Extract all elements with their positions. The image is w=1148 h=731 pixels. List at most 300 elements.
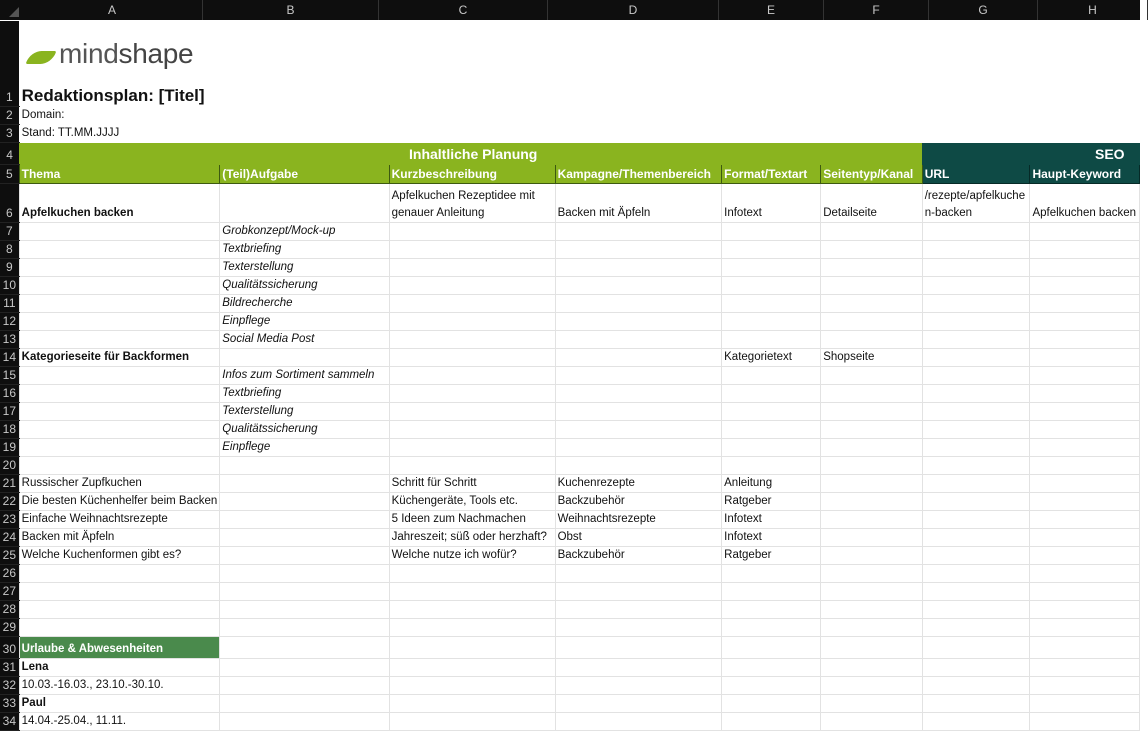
row-number[interactable]: 1: [0, 21, 19, 107]
cell-a2[interactable]: Domain:: [21, 109, 65, 121]
cell-g4[interactable]: [922, 143, 1030, 165]
cell-h34[interactable]: [1030, 713, 1140, 731]
row-number[interactable]: 32: [0, 677, 19, 695]
row-number[interactable]: 24: [0, 529, 19, 547]
cell-f7[interactable]: [821, 223, 923, 241]
cell-c12[interactable]: [389, 313, 555, 331]
cell-a6[interactable]: Apfelkuchen backen: [19, 184, 220, 223]
cell-g33[interactable]: [922, 695, 1030, 713]
row-number[interactable]: 17: [0, 403, 19, 421]
cell-g14[interactable]: [922, 349, 1030, 367]
cell-d7[interactable]: [555, 223, 722, 241]
cell-e25[interactable]: Ratgeber: [722, 547, 821, 565]
cell-f23[interactable]: [821, 511, 923, 529]
cell-a9[interactable]: [19, 259, 220, 277]
cell-a27[interactable]: [19, 583, 220, 601]
cell-a19[interactable]: [19, 439, 220, 457]
cell-h14[interactable]: [1030, 349, 1140, 367]
cell-g11[interactable]: [922, 295, 1030, 313]
row-number[interactable]: 27: [0, 583, 19, 601]
cell-f26[interactable]: [821, 565, 923, 583]
cell-h9[interactable]: [1030, 259, 1140, 277]
cell-a25[interactable]: Welche Kuchenformen gibt es?: [19, 547, 220, 565]
cell-f33[interactable]: [821, 695, 923, 713]
cell-f31[interactable]: [821, 659, 923, 677]
cell-a21[interactable]: Russischer Zupfkuchen: [19, 475, 220, 493]
cell-a31[interactable]: Lena: [19, 659, 220, 677]
cell-a18[interactable]: [19, 421, 220, 439]
cell-e15[interactable]: [722, 367, 821, 385]
cell-e4[interactable]: [722, 143, 821, 165]
cell-f34[interactable]: [821, 713, 923, 731]
cell-b24[interactable]: [220, 529, 389, 547]
cell-b17[interactable]: Texterstellung: [220, 403, 389, 421]
cell-b20[interactable]: [220, 457, 389, 475]
cell-e27[interactable]: [722, 583, 821, 601]
cell-f24[interactable]: [821, 529, 923, 547]
cell-f22[interactable]: [821, 493, 923, 511]
cell-c27[interactable]: [389, 583, 555, 601]
cell-h2[interactable]: [1030, 107, 1140, 125]
cell-f20[interactable]: [821, 457, 923, 475]
cell-f11[interactable]: [821, 295, 923, 313]
cell-c16[interactable]: [389, 385, 555, 403]
cell-c7[interactable]: [389, 223, 555, 241]
cell-e17[interactable]: [722, 403, 821, 421]
cell-f1[interactable]: [821, 21, 923, 107]
cell-f6[interactable]: Detailseite: [821, 184, 923, 223]
cell-e20[interactable]: [722, 457, 821, 475]
cell-d19[interactable]: [555, 439, 722, 457]
cell-f27[interactable]: [821, 583, 923, 601]
cell-g30[interactable]: [922, 637, 1030, 659]
cell-d28[interactable]: [555, 601, 722, 619]
cell-g27[interactable]: [922, 583, 1030, 601]
column-header-a[interactable]: A: [22, 0, 203, 20]
cell-a10[interactable]: [19, 277, 220, 295]
cell-d3[interactable]: [555, 125, 722, 143]
cell-e1[interactable]: [722, 21, 821, 107]
cell-h24[interactable]: [1030, 529, 1140, 547]
cell-h27[interactable]: [1030, 583, 1140, 601]
column-header-g[interactable]: G: [929, 0, 1038, 20]
row-number[interactable]: 7: [0, 223, 19, 241]
cell-h31[interactable]: [1030, 659, 1140, 677]
column-header-h[interactable]: H: [1038, 0, 1148, 20]
cell-b4[interactable]: [220, 143, 389, 165]
cell-e34[interactable]: [722, 713, 821, 731]
cell-c17[interactable]: [389, 403, 555, 421]
cell-a22[interactable]: Die besten Küchenhelfer beim Backen: [19, 493, 220, 511]
cell-f3[interactable]: [821, 125, 923, 143]
cell-b8[interactable]: Textbriefing: [220, 241, 389, 259]
cell-d8[interactable]: [555, 241, 722, 259]
cell-b11[interactable]: Bildrecherche: [220, 295, 389, 313]
cell-a5[interactable]: Thema: [19, 165, 220, 184]
cell-e33[interactable]: [722, 695, 821, 713]
row-number[interactable]: 28: [0, 601, 19, 619]
cell-f8[interactable]: [821, 241, 923, 259]
cell-h6[interactable]: Apfelkuchen backen: [1030, 184, 1140, 223]
cell-g9[interactable]: [922, 259, 1030, 277]
cell-a30[interactable]: Urlaube & Abwesenheiten: [19, 637, 220, 659]
cell-g17[interactable]: [922, 403, 1030, 421]
cell-c5[interactable]: Kurzbeschreibung: [389, 165, 555, 184]
row-number[interactable]: 26: [0, 565, 19, 583]
cell-f16[interactable]: [821, 385, 923, 403]
cell-c8[interactable]: [389, 241, 555, 259]
cell-g2[interactable]: [922, 107, 1030, 125]
column-header-f[interactable]: F: [824, 0, 929, 20]
cell-g19[interactable]: [922, 439, 1030, 457]
row-number[interactable]: 34: [0, 713, 19, 731]
cell-g7[interactable]: [922, 223, 1030, 241]
cell-e28[interactable]: [722, 601, 821, 619]
cell-c32[interactable]: [389, 677, 555, 695]
row-number[interactable]: 22: [0, 493, 19, 511]
cell-h30[interactable]: [1030, 637, 1140, 659]
cell-c26[interactable]: [389, 565, 555, 583]
cell-d22[interactable]: Backzubehör: [555, 493, 722, 511]
cell-f17[interactable]: [821, 403, 923, 421]
row-number[interactable]: 31: [0, 659, 19, 677]
cell-b5[interactable]: (Teil)Aufgabe: [220, 165, 389, 184]
cell-g8[interactable]: [922, 241, 1030, 259]
cell-e7[interactable]: [722, 223, 821, 241]
cell-a34[interactable]: 14.04.-25.04., 11.11.: [19, 713, 220, 731]
cell-e31[interactable]: [722, 659, 821, 677]
cell-h16[interactable]: [1030, 385, 1140, 403]
cell-d21[interactable]: Kuchenrezepte: [555, 475, 722, 493]
cell-e21[interactable]: Anleitung: [722, 475, 821, 493]
cell-a29[interactable]: [19, 619, 220, 637]
cell-f21[interactable]: [821, 475, 923, 493]
cell-f32[interactable]: [821, 677, 923, 695]
cell-d20[interactable]: [555, 457, 722, 475]
row-number[interactable]: 19: [0, 439, 19, 457]
cell-c25[interactable]: Welche nutze ich wofür?: [389, 547, 555, 565]
cell-c30[interactable]: [389, 637, 555, 659]
cell-g28[interactable]: [922, 601, 1030, 619]
cell-b6[interactable]: [220, 184, 389, 223]
cell-d26[interactable]: [555, 565, 722, 583]
row-number[interactable]: 4: [0, 143, 19, 165]
cell-a12[interactable]: [19, 313, 220, 331]
cell-c24[interactable]: Jahreszeit; süß oder herzhaft?: [389, 529, 555, 547]
cell-e3[interactable]: [722, 125, 821, 143]
cell-g12[interactable]: [922, 313, 1030, 331]
cell-h1[interactable]: [1030, 21, 1140, 107]
cell-d6[interactable]: Backen mit Äpfeln: [555, 184, 722, 223]
cell-d27[interactable]: [555, 583, 722, 601]
cell-e11[interactable]: [722, 295, 821, 313]
row-number[interactable]: 9: [0, 259, 19, 277]
cell-e9[interactable]: [722, 259, 821, 277]
row-number[interactable]: 20: [0, 457, 19, 475]
cell-a14[interactable]: Kategorieseite für Backformen: [19, 349, 220, 367]
cell-h3[interactable]: [1030, 125, 1140, 143]
cell-c31[interactable]: [389, 659, 555, 677]
cell-h32[interactable]: [1030, 677, 1140, 695]
cell-f28[interactable]: [821, 601, 923, 619]
cell-e13[interactable]: [722, 331, 821, 349]
cell-h10[interactable]: [1030, 277, 1140, 295]
cell-c23[interactable]: 5 Ideen zum Nachmachen: [389, 511, 555, 529]
cell-e23[interactable]: Infotext: [722, 511, 821, 529]
cell-c1[interactable]: [389, 21, 555, 107]
cell-b18[interactable]: Qualitätssicherung: [220, 421, 389, 439]
row-number[interactable]: 15: [0, 367, 19, 385]
cell-a28[interactable]: [19, 601, 220, 619]
cell-h8[interactable]: [1030, 241, 1140, 259]
cell-a26[interactable]: [19, 565, 220, 583]
row-number[interactable]: 3: [0, 125, 19, 143]
cell-h29[interactable]: [1030, 619, 1140, 637]
cell-f13[interactable]: [821, 331, 923, 349]
cell-f14[interactable]: Shopseite: [821, 349, 923, 367]
cell-d12[interactable]: [555, 313, 722, 331]
row-number[interactable]: 23: [0, 511, 19, 529]
cell-e26[interactable]: [722, 565, 821, 583]
cell-f9[interactable]: [821, 259, 923, 277]
cell-d30[interactable]: [555, 637, 722, 659]
cell-e14[interactable]: Kategorietext: [722, 349, 821, 367]
cell-h25[interactable]: [1030, 547, 1140, 565]
column-header-e[interactable]: E: [719, 0, 824, 20]
cell-f25[interactable]: [821, 547, 923, 565]
cell-h13[interactable]: [1030, 331, 1140, 349]
cell-e8[interactable]: [722, 241, 821, 259]
cell-e10[interactable]: [722, 277, 821, 295]
cell-f10[interactable]: [821, 277, 923, 295]
cell-d32[interactable]: [555, 677, 722, 695]
cell-c13[interactable]: [389, 331, 555, 349]
cell-g26[interactable]: [922, 565, 1030, 583]
cell-g34[interactable]: [922, 713, 1030, 731]
cell-h21[interactable]: [1030, 475, 1140, 493]
cell-a24[interactable]: Backen mit Äpfeln: [19, 529, 220, 547]
cell-c18[interactable]: [389, 421, 555, 439]
cell-b13[interactable]: Social Media Post: [220, 331, 389, 349]
cell-d11[interactable]: [555, 295, 722, 313]
cell-d17[interactable]: [555, 403, 722, 421]
cell-b3[interactable]: [220, 125, 389, 143]
cell-c14[interactable]: [389, 349, 555, 367]
row-number[interactable]: 25: [0, 547, 19, 565]
cell-g13[interactable]: [922, 331, 1030, 349]
cell-h12[interactable]: [1030, 313, 1140, 331]
cell-b31[interactable]: [220, 659, 389, 677]
cell-b10[interactable]: Qualitätssicherung: [220, 277, 389, 295]
cell-g3[interactable]: [922, 125, 1030, 143]
row-number[interactable]: 10: [0, 277, 19, 295]
row-number[interactable]: 12: [0, 313, 19, 331]
cell-b26[interactable]: [220, 565, 389, 583]
cell-f19[interactable]: [821, 439, 923, 457]
cell-c2[interactable]: [389, 107, 555, 125]
cell-d2[interactable]: [555, 107, 722, 125]
cell-h19[interactable]: [1030, 439, 1140, 457]
row-number[interactable]: 13: [0, 331, 19, 349]
cell-e22[interactable]: Ratgeber: [722, 493, 821, 511]
cell-a23[interactable]: Einfache Weihnachtsrezepte: [19, 511, 220, 529]
cell-e19[interactable]: [722, 439, 821, 457]
row-number[interactable]: 11: [0, 295, 19, 313]
cell-g1[interactable]: [922, 21, 1030, 107]
cell-d24[interactable]: Obst: [555, 529, 722, 547]
select-all-button[interactable]: [0, 0, 22, 20]
cell-h15[interactable]: [1030, 367, 1140, 385]
cell-a16[interactable]: [19, 385, 220, 403]
cell-f2[interactable]: [821, 107, 923, 125]
row-number[interactable]: 6: [0, 184, 19, 223]
cell-c11[interactable]: [389, 295, 555, 313]
cell-g15[interactable]: [922, 367, 1030, 385]
cell-h5[interactable]: Haupt-Keyword: [1030, 165, 1140, 184]
cell-d9[interactable]: [555, 259, 722, 277]
cell-h33[interactable]: [1030, 695, 1140, 713]
cell-d34[interactable]: [555, 713, 722, 731]
cell-c6[interactable]: Apfelkuchen Rezeptidee mit genauer Anleitung: [389, 184, 555, 223]
row-number[interactable]: 18: [0, 421, 19, 439]
cell-a3[interactable]: Stand: TT.MM.JJJJ: [21, 127, 120, 139]
column-header-b[interactable]: B: [203, 0, 379, 20]
row-number[interactable]: 14: [0, 349, 19, 367]
cell-b25[interactable]: [220, 547, 389, 565]
cell-e30[interactable]: [722, 637, 821, 659]
cell-c10[interactable]: [389, 277, 555, 295]
column-header-c[interactable]: C: [379, 0, 548, 20]
cell-a4[interactable]: [19, 143, 220, 165]
cell-a20[interactable]: [19, 457, 220, 475]
cell-e24[interactable]: Infotext: [722, 529, 821, 547]
cell-c22[interactable]: Küchengeräte, Tools etc.: [389, 493, 555, 511]
cell-f29[interactable]: [821, 619, 923, 637]
cell-b33[interactable]: [220, 695, 389, 713]
cell-c21[interactable]: Schritt für Schritt: [389, 475, 555, 493]
column-header-d[interactable]: D: [548, 0, 719, 20]
cell-g24[interactable]: [922, 529, 1030, 547]
cell-d14[interactable]: [555, 349, 722, 367]
cell-g29[interactable]: [922, 619, 1030, 637]
cell-a13[interactable]: [19, 331, 220, 349]
cell-b28[interactable]: [220, 601, 389, 619]
cell-b22[interactable]: [220, 493, 389, 511]
cell-f5[interactable]: Seitentyp/Kanal: [821, 165, 923, 184]
cell-a8[interactable]: [19, 241, 220, 259]
cell-g5[interactable]: URL: [922, 165, 1030, 184]
row-number[interactable]: 29: [0, 619, 19, 637]
cell-h18[interactable]: [1030, 421, 1140, 439]
cell-a32[interactable]: 10.03.-16.03., 23.10.-30.10.: [19, 677, 220, 695]
cell-g20[interactable]: [922, 457, 1030, 475]
cell-e18[interactable]: [722, 421, 821, 439]
cell-c28[interactable]: [389, 601, 555, 619]
cell-g32[interactable]: [922, 677, 1030, 695]
cell-d4[interactable]: [555, 143, 722, 165]
row-number[interactable]: 16: [0, 385, 19, 403]
cell-a33[interactable]: Paul: [19, 695, 220, 713]
cell-h23[interactable]: [1030, 511, 1140, 529]
cell-d1[interactable]: [555, 21, 722, 107]
cell-e29[interactable]: [722, 619, 821, 637]
cell-b23[interactable]: [220, 511, 389, 529]
cell-e2[interactable]: [722, 107, 821, 125]
cell-b15[interactable]: Infos zum Sortiment sammeln: [220, 367, 389, 385]
cell-b7[interactable]: Grobkonzept/Mock-up: [220, 223, 389, 241]
cell-e32[interactable]: [722, 677, 821, 695]
cell-d10[interactable]: [555, 277, 722, 295]
cell-g16[interactable]: [922, 385, 1030, 403]
cell-c3[interactable]: [389, 125, 555, 143]
cell-c19[interactable]: [389, 439, 555, 457]
cell-d25[interactable]: Backzubehör: [555, 547, 722, 565]
cell-f18[interactable]: [821, 421, 923, 439]
cell-g18[interactable]: [922, 421, 1030, 439]
cell-d16[interactable]: [555, 385, 722, 403]
cell-h17[interactable]: [1030, 403, 1140, 421]
cell-g6[interactable]: /rezepte/apfelkuche n-backen: [922, 184, 1030, 223]
cell-d18[interactable]: [555, 421, 722, 439]
cell-g25[interactable]: [922, 547, 1030, 565]
cell-e16[interactable]: [722, 385, 821, 403]
cell-b34[interactable]: [220, 713, 389, 731]
cell-b27[interactable]: [220, 583, 389, 601]
cell-c20[interactable]: [389, 457, 555, 475]
cell-d13[interactable]: [555, 331, 722, 349]
cell-b30[interactable]: [220, 637, 389, 659]
cell-b19[interactable]: Einpflege: [220, 439, 389, 457]
cell-b29[interactable]: [220, 619, 389, 637]
cell-d15[interactable]: [555, 367, 722, 385]
row-number[interactable]: 30: [0, 637, 19, 659]
cell-g22[interactable]: [922, 493, 1030, 511]
cell-e12[interactable]: [722, 313, 821, 331]
row-number[interactable]: 5: [0, 165, 19, 184]
cell-b16[interactable]: Textbriefing: [220, 385, 389, 403]
cell-f12[interactable]: [821, 313, 923, 331]
cell-a7[interactable]: [19, 223, 220, 241]
cell-e6[interactable]: Infotext: [722, 184, 821, 223]
cell-c33[interactable]: [389, 695, 555, 713]
cell-h26[interactable]: [1030, 565, 1140, 583]
cell-g31[interactable]: [922, 659, 1030, 677]
cell-e5[interactable]: Format/Textart: [722, 165, 821, 184]
cell-h11[interactable]: [1030, 295, 1140, 313]
cell-d33[interactable]: [555, 695, 722, 713]
cell-g10[interactable]: [922, 277, 1030, 295]
cell-a17[interactable]: [19, 403, 220, 421]
row-number[interactable]: 2: [0, 107, 19, 125]
cell-b1[interactable]: [220, 21, 389, 107]
cell-b12[interactable]: Einpflege: [220, 313, 389, 331]
cell-a15[interactable]: [19, 367, 220, 385]
cell-f4[interactable]: [821, 143, 923, 165]
cell-h22[interactable]: [1030, 493, 1140, 511]
cell-c15[interactable]: [389, 367, 555, 385]
cell-h7[interactable]: [1030, 223, 1140, 241]
cell-b21[interactable]: [220, 475, 389, 493]
cell-a11[interactable]: [19, 295, 220, 313]
cell-c34[interactable]: [389, 713, 555, 731]
row-number[interactable]: 33: [0, 695, 19, 713]
cell-d29[interactable]: [555, 619, 722, 637]
cell-d31[interactable]: [555, 659, 722, 677]
cell-h20[interactable]: [1030, 457, 1140, 475]
cell-b32[interactable]: [220, 677, 389, 695]
cell-d23[interactable]: Weihnachtsrezepte: [555, 511, 722, 529]
cell-f15[interactable]: [821, 367, 923, 385]
